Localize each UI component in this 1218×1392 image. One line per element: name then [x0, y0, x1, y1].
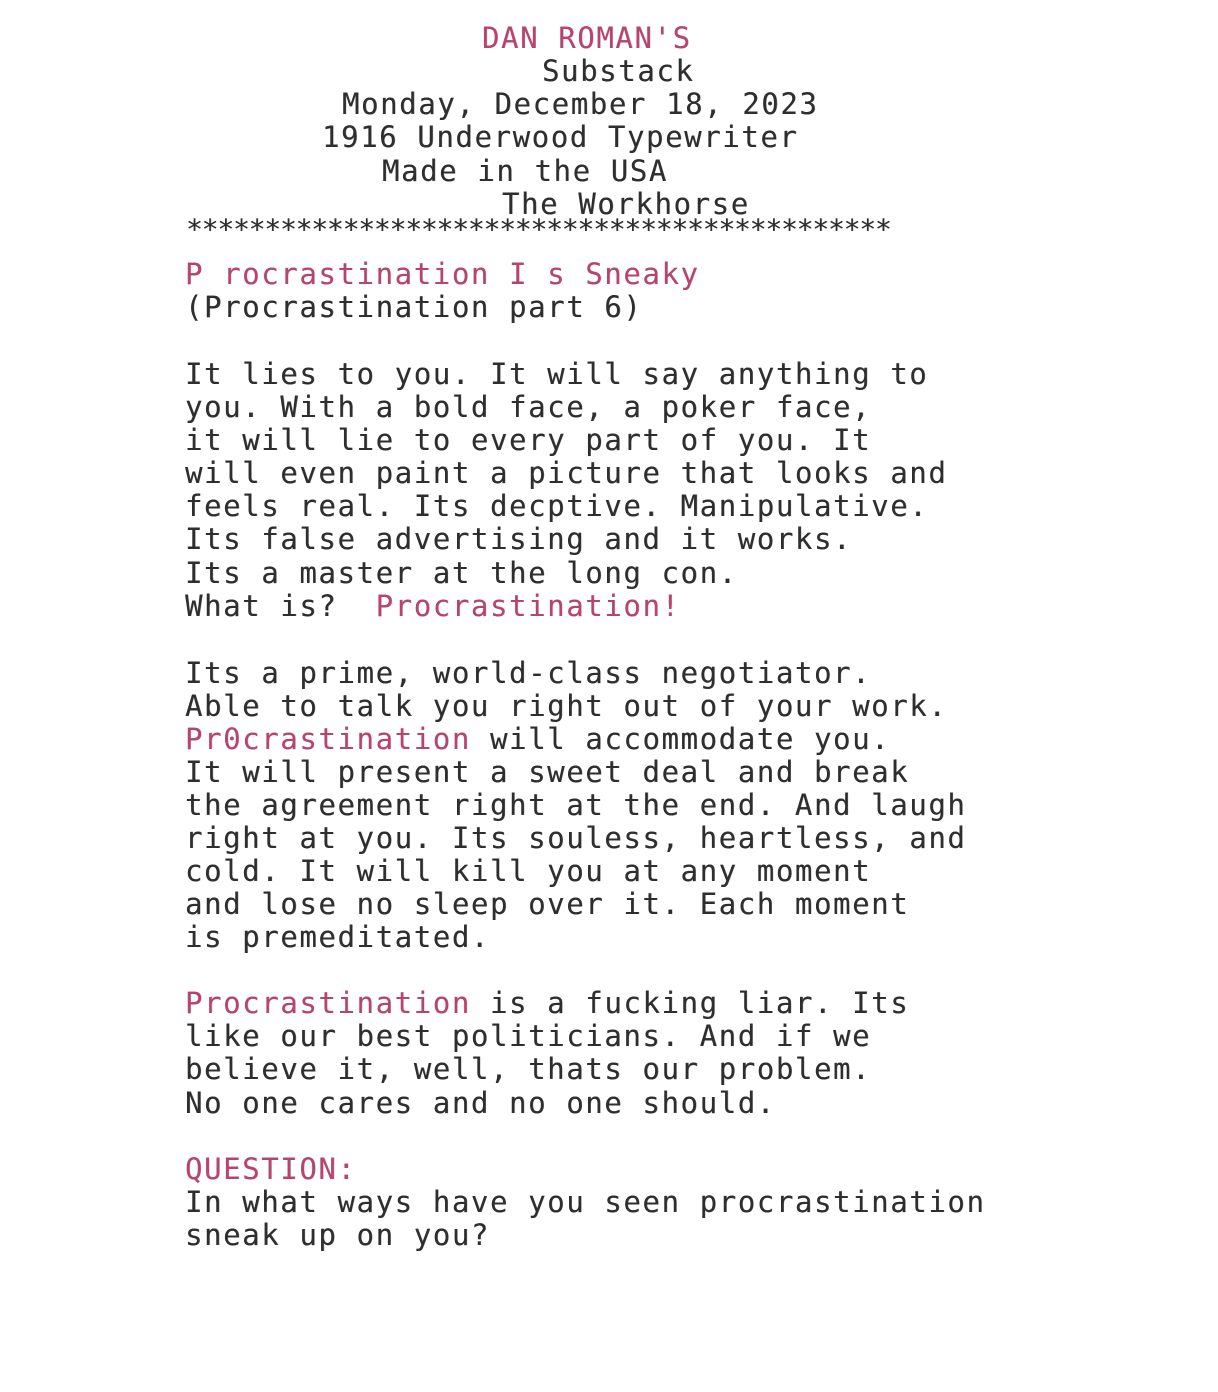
p1-line-7: Its a master at the long con. — [185, 556, 738, 590]
p2-line-9: is premeditated. — [185, 920, 490, 954]
p3-line-4: No one cares and no one should. — [185, 1086, 776, 1120]
question-line-1: In what ways have you seen procrastination — [185, 1185, 986, 1219]
p1-line-5: feels real. Its decptive. Manipulative. — [185, 489, 929, 523]
p2-line-4: It will present a sweet deal and break — [185, 755, 910, 789]
asterisk-divider: ********************************************* — [186, 213, 891, 246]
p1-line-1: It lies to you. It will say anything to — [185, 357, 929, 391]
p2-line-3 — [185, 723, 890, 756]
p2-line-1: Its a prime, world-class negotiator. — [185, 656, 872, 690]
p3-line-3: believe it, well, thats our problem. — [185, 1052, 872, 1086]
p2-line-6: right at you. Its souless, heartless, and — [185, 821, 967, 855]
p1-line-3: it will lie to every part of you. It — [185, 423, 872, 457]
p1-question-line — [185, 590, 681, 623]
typewriter-line: 1916 Underwood Typewriter — [322, 120, 799, 154]
p1-question-prefix: What is? — [185, 589, 338, 623]
p1-question-answer: Procrastination! — [375, 589, 681, 623]
origin-line: Made in the USA — [382, 154, 668, 188]
p3-procrastination-word: Procrastination — [185, 986, 471, 1020]
nickname-line: The Workhorse — [502, 187, 750, 221]
publication-name: Substack — [542, 54, 695, 88]
p2-line-7: cold. It will kill you at any moment — [185, 854, 872, 888]
date-line: Monday, December 18, 2023 — [342, 87, 819, 121]
p2-line-2: Able to talk you right out of your work. — [185, 689, 948, 723]
author-heading: DAN ROMAN'S — [482, 21, 692, 55]
p2-line-5: the agreement right at the end. And laugh — [185, 788, 967, 822]
p2-line-8: and lose no sleep over it. Each moment — [185, 887, 910, 921]
p2-procrastination-word: Pr0crastination — [185, 722, 471, 756]
article-title: P rocrastination I s Sneaky — [185, 257, 700, 291]
article-subtitle: (Procrastination part 6) — [185, 290, 643, 324]
p1-line-2: you. With a bold face, a poker face, — [185, 390, 872, 424]
p3-line-1 — [185, 987, 909, 1020]
question-line-2: sneak up on you? — [185, 1218, 490, 1252]
p3-line-2: like our best politicians. And if we — [185, 1019, 872, 1053]
p1-line-4: will even paint a picture that looks and — [185, 456, 948, 490]
p3-line-1-rest: is a fucking liar. Its — [470, 986, 910, 1020]
p2-line-3-rest: will accommodate you. — [470, 722, 891, 756]
question-label: QUESTION: — [185, 1152, 357, 1186]
p1-line-6: Its false advertising and it works. — [185, 522, 853, 556]
